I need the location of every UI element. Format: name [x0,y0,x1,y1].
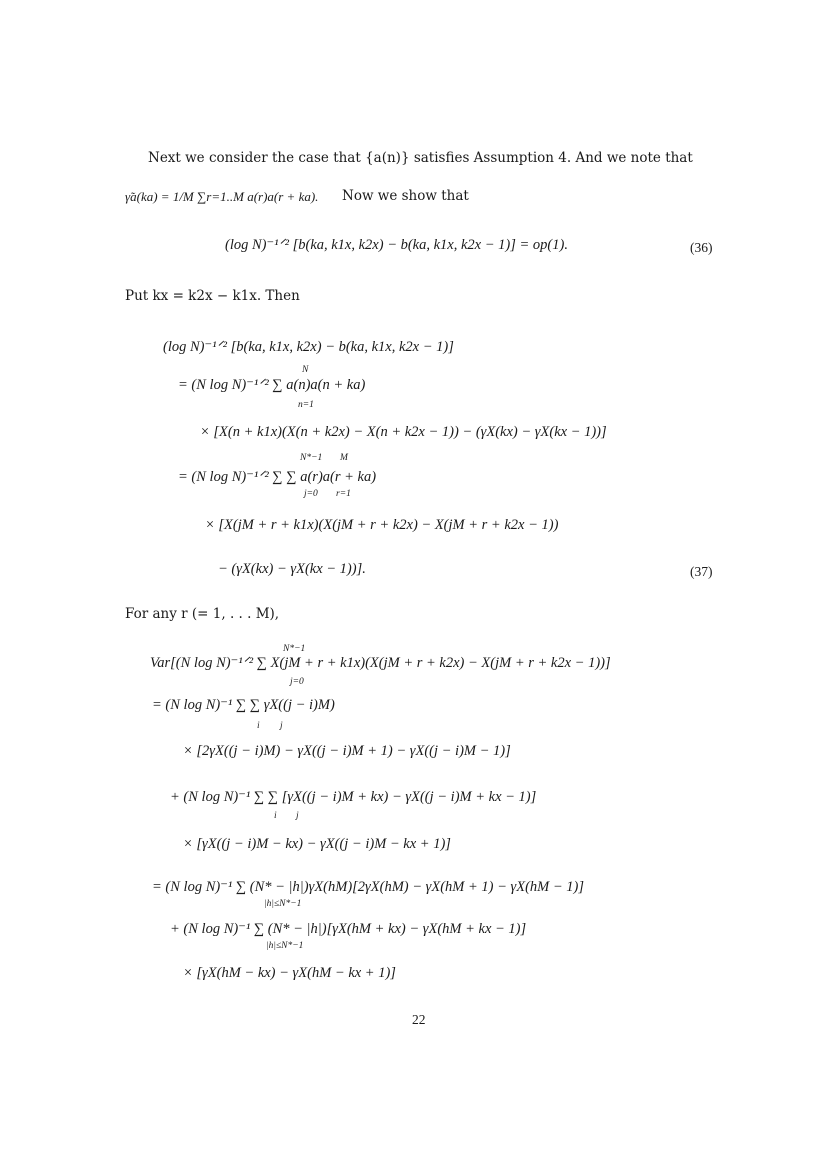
sum-limit-r-bot: r=1 [336,489,351,499]
var-sum-i-2: i [274,811,277,821]
var-line1: Var[(N log N)⁻¹ᐟ² ∑ X(jM + r + k1x)(X(jM + r + k2x) − X(jM + r + k2x − 1))] [150,655,611,671]
var-sum-j: j [280,721,283,731]
var-sum-i: i [257,721,260,731]
equation-36-label: (36) [690,240,713,255]
for-any-line: For any r (= 1, . . . M), [125,606,280,622]
sum-limit-j-bot: j=0 [304,489,318,499]
var-line7: + (N log N)⁻¹ ∑ (N* − |h|)[γX(hM + kx) − γX(hM + kx − 1)] [170,921,527,937]
var-sum-j-bot: j=0 [290,677,304,687]
var-line4: + (N log N)⁻¹ ∑ ∑ [γX((j − i)M + kx) − γX((j − i)M + kx − 1)] [170,789,537,805]
para1-line1: Next we consider the case that {a(n)} satisfies Assumption 4. And we note that [148,150,693,166]
equation-36: (log N)⁻¹ᐟ² [b(ka, k1x, k2x) − b(ka, k1x, k2x − 1)] = op(1). [225,237,568,253]
sum-limit-r-top: M [340,453,348,463]
eq37-line2: = (N log N)⁻¹ᐟ² ∑ a(n)a(n + ka) [178,377,366,393]
put-line: Put kx = k2x − k1x. Then [125,288,300,304]
sum-limit-n-top: N [302,365,309,375]
eq37-line5: × [X(jM + r + k1x)(X(jM + r + k2x) − X(jM + r + k2x − 1)) [205,517,559,533]
equation-37-label: (37) [690,564,713,579]
var-line2: = (N log N)⁻¹ ∑ ∑ γX((j − i)M) [152,697,335,713]
eq37-line3: × [X(n + k1x)(X(n + k2x) − X(n + k2x − 1)) − (γX(kx) − γX(kx − 1))] [200,424,607,440]
var-line6: = (N log N)⁻¹ ∑ (N* − |h|)γX(hM)[2γX(hM) − γX(hM + 1) − γX(hM − 1)] [152,879,585,895]
sum-limit-j-top: N*−1 [300,453,323,463]
var-sum-h: |h|≤N*−1 [264,899,302,909]
var-sum-j-2: j [296,811,299,821]
var-line5: × [γX((j − i)M − kx) − γX((j − i)M − kx + 1)] [183,836,451,852]
var-sum-j-top: N*−1 [283,644,306,654]
eq37-line4: = (N log N)⁻¹ᐟ² ∑ ∑ a(r)a(r + ka) [178,469,377,485]
var-line3: × [2γX((j − i)M) − γX((j − i)M + 1) − γX((j − i)M − 1)] [183,743,511,759]
eq37-line6: − (γX(kx) − γX(kx − 1))]. [218,561,366,577]
var-sum-h-2: |h|≤N*−1 [266,941,304,951]
page-number: 22 [412,1012,426,1027]
sum-limit-n-bot: n=1 [298,400,314,410]
para1-line2-text: Now we show that [342,188,469,204]
eq37-line1: (log N)⁻¹ᐟ² [b(ka, k1x, k2x) − b(ka, k1x, k2x − 1)] [163,339,454,355]
var-line8: × [γX(hM − kx) − γX(hM − kx + 1)] [183,965,396,981]
para1-line2-math: γ̃a(ka) = 1/M ∑r=1..M a(r)a(r + ka). [125,189,319,204]
